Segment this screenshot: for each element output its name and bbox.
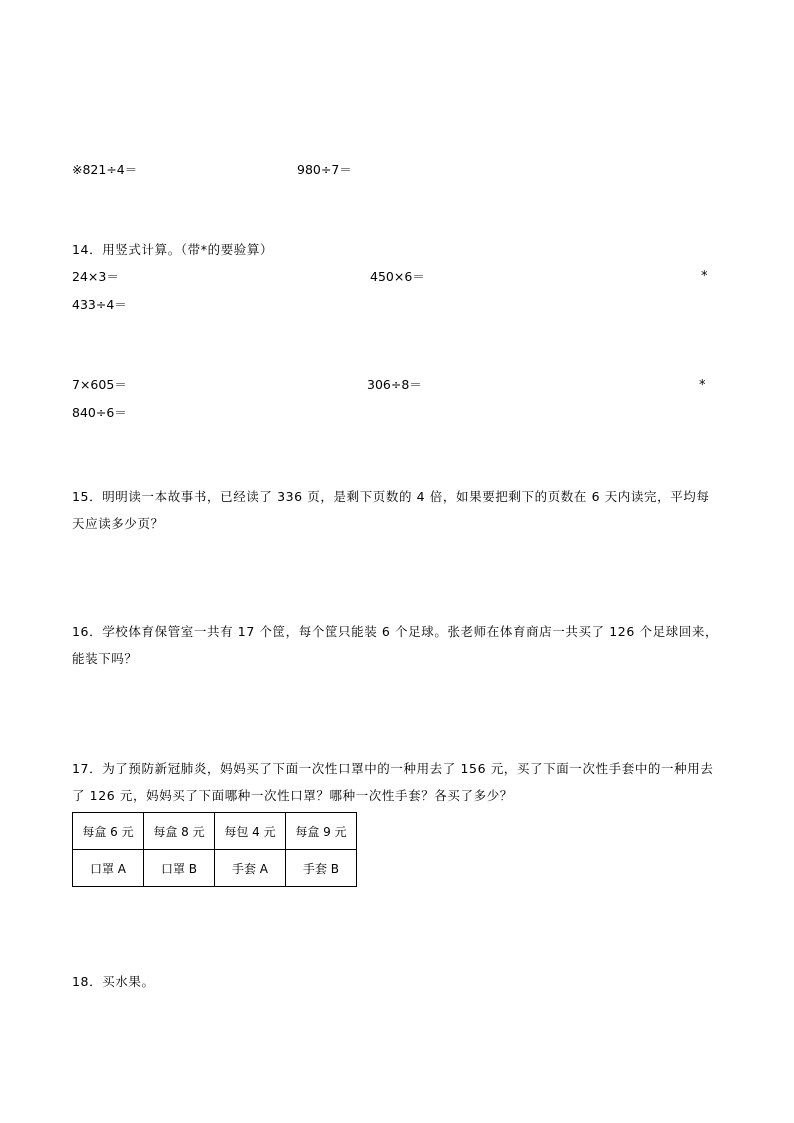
q17-text: 17．为了预防新冠肺炎，妈妈买了下面一次性口罩中的一种用去了 156 元，买了下面一次性手套中的一种用去了 126 元，妈妈买了下面哪种一次性口罩？哪种一次性手套？各买了多少？ bbox=[72, 761, 714, 803]
item-cell: 手套 B bbox=[286, 850, 357, 887]
q14-expr-433-div-4: 433÷4＝ bbox=[72, 297, 127, 312]
expr-980-div-7: 980÷7＝ bbox=[297, 162, 352, 177]
price-cell: 每包 4 元 bbox=[215, 813, 286, 850]
price-table bbox=[72, 812, 357, 887]
item-cell: 口罩 B bbox=[144, 850, 215, 887]
expr-821-div-4: ※821÷4＝ bbox=[72, 162, 138, 177]
q14-star-marker-2: * bbox=[699, 378, 706, 393]
q14-title: 14．用竖式计算。（带*的要验算） bbox=[72, 242, 274, 257]
price-cell: 每盒 9 元 bbox=[286, 813, 357, 850]
q14-expr-306-div-8: 306÷8＝ bbox=[367, 377, 422, 392]
item-cell: 手套 A bbox=[215, 850, 286, 887]
q14-expr-7x605: 7×605＝ bbox=[72, 377, 127, 392]
q14-expr-840-div-6: 840÷6＝ bbox=[72, 405, 127, 420]
q14-expr-450x6: 450×6＝ bbox=[370, 269, 425, 284]
price-row bbox=[73, 813, 357, 850]
q18-title: 18．买水果。 bbox=[72, 974, 155, 989]
item-row bbox=[73, 850, 357, 887]
price-cell: 每盒 6 元 bbox=[73, 813, 144, 850]
item-cell: 口罩 A bbox=[73, 850, 144, 887]
q16-text: 16．学校体育保管室一共有 17 个筐，每个筐只能装 6 个足球。张老师在体育商店一共买了 126 个足球回来，能装下吗？ bbox=[72, 624, 719, 666]
q14-expr-24x3: 24×3＝ bbox=[72, 269, 119, 284]
q15-text: 15．明明读一本故事书，已经读了 336 页，是剩下页数的 4 倍，如果要把剩下的页数在 6 天内读完，平均每天应读多少页？ bbox=[72, 489, 710, 531]
price-cell: 每盒 8 元 bbox=[144, 813, 215, 850]
q14-star-marker-1: * bbox=[701, 269, 708, 284]
